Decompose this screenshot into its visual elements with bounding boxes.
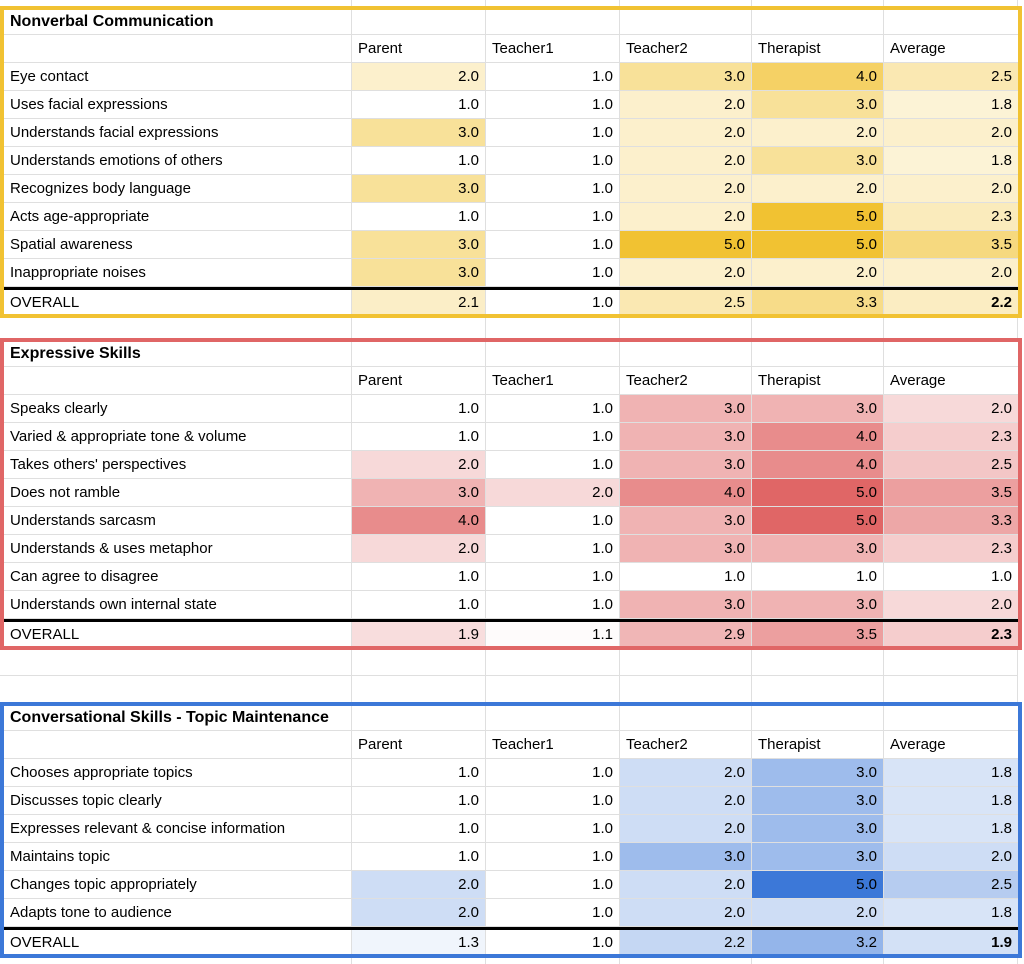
empty-cell[interactable] [352,706,486,731]
value-cell[interactable]: 3.0 [352,479,486,507]
table-title[interactable]: Nonverbal Communication [4,10,352,35]
column-header-average[interactable]: Average [884,367,1018,395]
value-cell[interactable]: 4.0 [752,423,884,451]
empty-cell[interactable] [486,958,620,964]
value-cell[interactable]: 4.0 [352,507,486,535]
empty-cell[interactable] [752,342,884,367]
column-header-row [4,35,1018,63]
column-header-teacher1[interactable]: Teacher1 [486,731,620,759]
value-cell[interactable]: 2.0 [752,899,884,927]
value-cell[interactable]: 1.0 [352,843,486,871]
value-cell[interactable]: 4.0 [620,479,752,507]
value-cell[interactable]: 2.0 [884,119,1018,147]
empty-cell[interactable] [620,676,752,702]
empty-cell[interactable] [620,0,752,6]
column-header-average[interactable]: Average [884,35,1018,63]
empty-cell[interactable] [620,318,752,338]
value-cell[interactable]: 2.0 [352,535,486,563]
empty-cell[interactable] [486,342,620,367]
value-cell[interactable]: 2.5 [884,63,1018,91]
column-header-row [4,367,1018,395]
column-header-teacher2[interactable]: Teacher2 [620,35,752,63]
empty-cell[interactable] [0,650,352,676]
value-cell[interactable]: 3.0 [620,395,752,423]
value-cell[interactable]: 1.0 [352,815,486,843]
value-cell[interactable]: 1.0 [486,175,620,203]
table-row [4,231,1018,259]
value-cell[interactable]: 2.0 [884,395,1018,423]
row-label[interactable]: Can agree to disagree [4,563,352,591]
value-cell[interactable]: 2.3 [884,203,1018,231]
value-cell[interactable]: 3.0 [752,147,884,175]
empty-cell[interactable] [752,706,884,731]
partial-row [0,958,1024,964]
empty-cell[interactable] [752,650,884,676]
table-row [4,871,1018,899]
value-cell[interactable]: 1.0 [752,563,884,591]
empty-cell[interactable] [486,0,620,6]
column-header-teacher1[interactable]: Teacher1 [486,367,620,395]
value-cell[interactable]: 2.0 [352,451,486,479]
empty-cell[interactable] [884,342,1018,367]
value-cell[interactable]: 1.0 [486,451,620,479]
empty-cell[interactable] [352,958,486,964]
row-label[interactable]: Recognizes body language [4,175,352,203]
empty-cell[interactable] [884,0,1018,6]
overall-value-cell[interactable]: 2.3 [884,622,1018,646]
value-cell[interactable]: 1.0 [352,787,486,815]
value-cell[interactable]: 1.0 [352,147,486,175]
value-cell[interactable]: 2.0 [884,843,1018,871]
table-title-row [4,342,1018,367]
overall-value-cell[interactable]: 2.9 [620,622,752,646]
spreadsheet-gap-row [0,650,1018,676]
column-header-teacher2[interactable]: Teacher2 [620,731,752,759]
value-cell[interactable]: 2.0 [752,259,884,287]
overall-value-cell[interactable]: 2.2 [620,930,752,954]
value-cell[interactable]: 2.0 [620,119,752,147]
value-cell[interactable]: 1.0 [486,119,620,147]
row-label[interactable]: Uses facial expressions [4,91,352,119]
value-cell[interactable]: 1.0 [352,203,486,231]
empty-cell[interactable] [0,318,352,338]
value-cell[interactable]: 2.0 [884,175,1018,203]
row-label[interactable]: Eye contact [4,63,352,91]
empty-cell[interactable] [620,706,752,731]
value-cell[interactable]: 2.0 [352,871,486,899]
row-label[interactable]: Varied & appropriate tone & volume [4,423,352,451]
value-cell[interactable]: 4.0 [752,63,884,91]
table-row [4,479,1018,507]
row-label[interactable]: Inappropriate noises [4,259,352,287]
value-cell[interactable]: 1.0 [486,871,620,899]
empty-cell[interactable] [352,650,486,676]
value-cell[interactable]: 3.0 [352,175,486,203]
overall-value-cell[interactable]: 1.0 [486,290,620,314]
table-title[interactable]: Expressive Skills [4,342,352,367]
value-cell[interactable]: 5.0 [752,479,884,507]
value-cell[interactable]: 1.8 [884,787,1018,815]
value-cell[interactable]: 1.0 [486,395,620,423]
value-cell[interactable]: 3.0 [752,535,884,563]
column-header-row [4,731,1018,759]
row-label[interactable]: Understands & uses metaphor [4,535,352,563]
table-row [4,91,1018,119]
value-cell[interactable]: 3.0 [752,91,884,119]
empty-cell[interactable] [0,0,352,6]
column-header-therapist[interactable]: Therapist [752,35,884,63]
table-row [4,147,1018,175]
table-row [4,63,1018,91]
column-header-therapist[interactable]: Therapist [752,367,884,395]
value-cell[interactable]: 5.0 [620,231,752,259]
value-cell[interactable]: 3.0 [752,591,884,619]
empty-cell[interactable] [752,676,884,702]
value-cell[interactable]: 5.0 [752,231,884,259]
value-cell[interactable]: 2.0 [620,91,752,119]
value-cell[interactable]: 3.0 [620,507,752,535]
overall-value-cell[interactable]: 3.3 [752,290,884,314]
empty-cell[interactable] [884,706,1018,731]
value-cell[interactable]: 2.0 [752,119,884,147]
table-row [4,535,1018,563]
value-cell[interactable]: 2.0 [620,203,752,231]
value-cell[interactable]: 1.0 [486,147,620,175]
table-row [4,507,1018,535]
overall-value-cell[interactable]: 1.0 [486,930,620,954]
empty-cell[interactable] [352,10,486,35]
spreadsheet-gap-row [0,958,1018,964]
empty-cell[interactable] [884,958,1018,964]
value-cell[interactable]: 3.0 [352,231,486,259]
table-row [4,395,1018,423]
value-cell[interactable]: 1.0 [486,535,620,563]
empty-cell[interactable] [884,318,1018,338]
table-row [4,759,1018,787]
row-label[interactable]: Chooses appropriate topics [4,759,352,787]
overall-label[interactable]: OVERALL [4,622,352,646]
table-row [4,815,1018,843]
value-cell[interactable]: 1.0 [486,759,620,787]
row-label[interactable]: Understands facial expressions [4,119,352,147]
empty-cell[interactable] [620,650,752,676]
empty-cell[interactable] [0,676,352,702]
value-cell[interactable]: 3.0 [620,451,752,479]
overall-value-cell[interactable]: 2.1 [352,290,486,314]
column-header-teacher1[interactable]: Teacher1 [486,35,620,63]
overall-value-cell[interactable]: 3.2 [752,930,884,954]
table-row [4,899,1018,927]
row-label[interactable]: Maintains topic [4,843,352,871]
row-label[interactable]: Changes topic appropriately [4,871,352,899]
table-row [4,259,1018,287]
value-cell[interactable]: 1.0 [352,91,486,119]
overall-value-cell[interactable]: 1.9 [352,622,486,646]
value-cell[interactable]: 5.0 [752,203,884,231]
value-cell[interactable]: 2.5 [884,451,1018,479]
column-header-average[interactable]: Average [884,731,1018,759]
value-cell[interactable]: 5.0 [752,871,884,899]
empty-cell[interactable] [884,676,1018,702]
value-cell[interactable]: 4.0 [752,451,884,479]
value-cell[interactable]: 1.0 [486,507,620,535]
overall-row [4,290,1018,314]
value-cell[interactable]: 1.0 [620,563,752,591]
overall-label[interactable]: OVERALL [4,290,352,314]
value-cell[interactable]: 1.0 [352,591,486,619]
value-cell[interactable]: 1.0 [486,231,620,259]
value-cell[interactable]: 1.0 [486,203,620,231]
overall-row [4,622,1018,646]
column-header-parent[interactable]: Parent [352,731,486,759]
table-row [4,843,1018,871]
value-cell[interactable]: 3.0 [620,423,752,451]
value-cell[interactable]: 1.8 [884,815,1018,843]
row-label[interactable]: Does not ramble [4,479,352,507]
value-cell[interactable]: 1.8 [884,91,1018,119]
value-cell[interactable]: 2.0 [620,147,752,175]
table-row [4,591,1018,619]
spreadsheet-gap-row [0,0,1018,6]
row-label[interactable]: Understands emotions of others [4,147,352,175]
row-label[interactable]: Understands sarcasm [4,507,352,535]
value-cell[interactable]: 2.0 [620,871,752,899]
value-cell[interactable]: 1.0 [884,563,1018,591]
value-cell[interactable]: 2.0 [884,591,1018,619]
empty-cell[interactable] [352,0,486,6]
column-header-parent[interactable]: Parent [352,367,486,395]
overall-value-cell[interactable]: 2.5 [620,290,752,314]
value-cell[interactable]: 2.0 [620,815,752,843]
overall-value-cell[interactable]: 1.9 [884,930,1018,954]
empty-cell[interactable] [486,318,620,338]
value-cell[interactable]: 2.0 [620,259,752,287]
value-cell[interactable]: 3.0 [620,843,752,871]
table-title[interactable]: Conversational Skills - Topic Maintenance [4,706,352,731]
value-cell[interactable]: 2.3 [884,535,1018,563]
value-cell[interactable]: 2.0 [620,899,752,927]
value-cell[interactable]: 1.0 [352,423,486,451]
empty-cell[interactable] [752,0,884,6]
overall-value-cell[interactable]: 1.3 [352,930,486,954]
table-row [4,119,1018,147]
empty-cell[interactable] [0,958,352,964]
row-label[interactable]: Expresses relevant & concise information [4,815,352,843]
value-cell[interactable]: 1.0 [486,899,620,927]
row-label[interactable]: Speaks clearly [4,395,352,423]
value-cell[interactable]: 1.0 [486,787,620,815]
empty-cell[interactable] [352,318,486,338]
spreadsheet-gap-row [0,318,1018,338]
value-cell[interactable]: 1.0 [352,759,486,787]
table-row [4,787,1018,815]
overall-value-cell[interactable]: 1.1 [486,622,620,646]
row-label[interactable]: Acts age-appropriate [4,203,352,231]
value-cell[interactable]: 1.0 [486,591,620,619]
empty-cell[interactable] [620,10,752,35]
spreadsheet-gap [0,318,1024,338]
value-cell[interactable]: 1.0 [486,259,620,287]
value-cell[interactable]: 3.0 [752,815,884,843]
value-cell[interactable]: 1.0 [352,395,486,423]
value-cell[interactable]: 3.0 [752,843,884,871]
empty-cell[interactable] [752,318,884,338]
value-cell[interactable]: 2.0 [620,759,752,787]
empty-cell[interactable] [486,676,620,702]
value-cell[interactable]: 3.5 [884,231,1018,259]
value-cell[interactable]: 1.8 [884,147,1018,175]
empty-cell[interactable] [4,35,352,63]
table-row [4,563,1018,591]
value-cell[interactable]: 2.0 [884,259,1018,287]
table-title-row [4,706,1018,731]
table-row [4,203,1018,231]
value-cell[interactable]: 3.0 [620,591,752,619]
row-label[interactable]: Takes others' perspectives [4,451,352,479]
value-cell[interactable]: 3.0 [752,395,884,423]
overall-value-cell[interactable]: 2.2 [884,290,1018,314]
value-cell[interactable]: 3.0 [352,119,486,147]
value-cell[interactable]: 3.0 [352,259,486,287]
value-cell[interactable]: 1.0 [486,63,620,91]
value-cell[interactable]: 2.0 [486,479,620,507]
spreadsheet-gap [0,650,1024,702]
value-cell[interactable]: 3.0 [620,535,752,563]
empty-cell[interactable] [620,342,752,367]
column-header-therapist[interactable]: Therapist [752,731,884,759]
empty-cell[interactable] [352,676,486,702]
empty-cell[interactable] [486,706,620,731]
value-cell[interactable]: 1.0 [352,563,486,591]
value-cell[interactable]: 1.0 [486,423,620,451]
empty-cell[interactable] [884,10,1018,35]
value-cell[interactable]: 3.0 [752,787,884,815]
row-label[interactable]: Adapts tone to audience [4,899,352,927]
value-cell[interactable]: 1.0 [486,843,620,871]
value-cell[interactable]: 2.3 [884,423,1018,451]
value-cell[interactable]: 5.0 [752,507,884,535]
value-cell[interactable]: 2.5 [884,871,1018,899]
table-row [4,175,1018,203]
value-cell[interactable]: 2.0 [620,787,752,815]
table-title-row [4,10,1018,35]
empty-cell[interactable] [884,650,1018,676]
value-cell[interactable]: 1.0 [486,91,620,119]
value-cell[interactable]: 1.8 [884,899,1018,927]
empty-cell[interactable] [4,367,352,395]
row-label[interactable]: Understands own internal state [4,591,352,619]
value-cell[interactable]: 3.0 [620,63,752,91]
row-label[interactable]: Spatial awareness [4,231,352,259]
value-cell[interactable]: 2.0 [752,175,884,203]
value-cell[interactable]: 1.0 [486,563,620,591]
value-cell[interactable]: 1.0 [486,815,620,843]
empty-cell[interactable] [486,10,620,35]
column-header-parent[interactable]: Parent [352,35,486,63]
table-row [4,423,1018,451]
empty-cell[interactable] [486,650,620,676]
spreadsheet-gap-row [0,676,1018,702]
column-header-teacher2[interactable]: Teacher2 [620,367,752,395]
empty-cell[interactable] [352,342,486,367]
table-row [4,451,1018,479]
table-nonverbal-communication [0,6,1022,318]
table-conversational-skills-topic-maintenance [0,702,1022,958]
table-expressive-skills [0,338,1022,650]
partial-row [0,0,1024,6]
overall-label[interactable]: OVERALL [4,930,352,954]
value-cell[interactable]: 2.0 [620,175,752,203]
value-cell[interactable]: 2.0 [352,899,486,927]
value-cell[interactable]: 3.3 [884,507,1018,535]
value-cell[interactable]: 3.0 [752,759,884,787]
row-label[interactable]: Discusses topic clearly [4,787,352,815]
empty-cell[interactable] [752,10,884,35]
value-cell[interactable]: 1.8 [884,759,1018,787]
empty-cell[interactable] [620,958,752,964]
overall-row [4,930,1018,954]
value-cell[interactable]: 2.0 [352,63,486,91]
overall-value-cell[interactable]: 3.5 [752,622,884,646]
empty-cell[interactable] [4,731,352,759]
empty-cell[interactable] [752,958,884,964]
value-cell[interactable]: 3.5 [884,479,1018,507]
